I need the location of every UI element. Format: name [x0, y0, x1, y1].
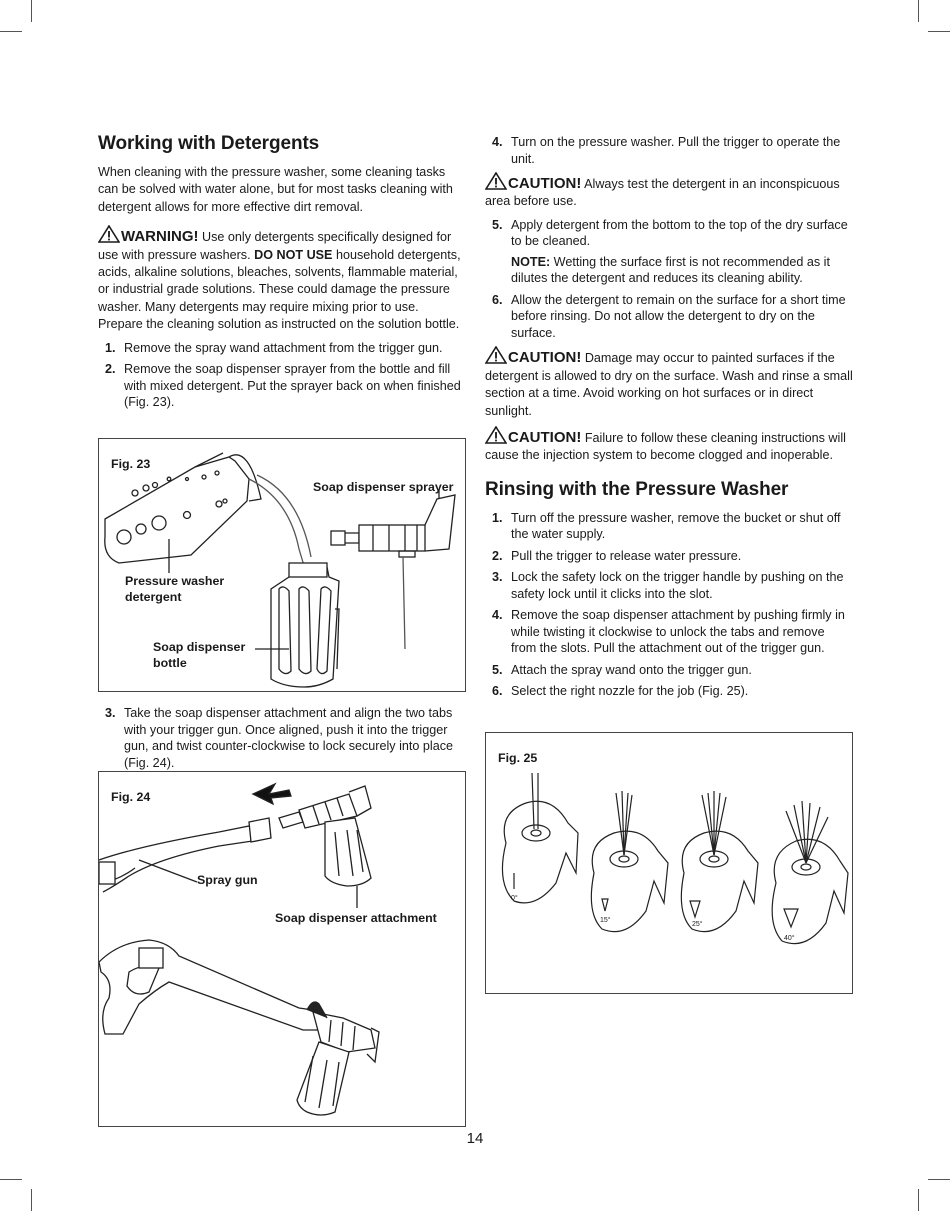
nozzle-40-icon — [772, 801, 848, 944]
fig25-illustration — [486, 733, 852, 993]
note-paragraph — [485, 254, 853, 287]
list-item — [485, 510, 853, 543]
list-item — [98, 705, 466, 771]
list-item — [485, 292, 853, 342]
step-text: Pull the trigger to release water pressure. — [511, 548, 742, 563]
warning-triangle-icon — [98, 225, 120, 243]
step-text: Allow the detergent to remain on the surface for a short time before rinsing. Do not allow the detergent to dry on the surface. — [511, 292, 846, 340]
crop-mark — [0, 1179, 22, 1180]
nozzle-15-label: 15° — [600, 917, 611, 924]
list-item — [485, 569, 853, 602]
step-text: Remove the spray wand attachment from the trigger gun. — [124, 340, 443, 355]
caution-text: Failure to follow these cleaning instructions will cause the injection system to become clogged and inoperable. — [485, 430, 846, 463]
page-number: 14 — [466, 1130, 484, 1147]
callout-attachment: Soap dispenser attachment — [275, 911, 437, 925]
caution-word: CAUTION! — [508, 175, 582, 192]
step-text: Remove the soap dispenser sprayer from the bottle and fill with mixed detergent. Put the sprayer back on when finished (Fig. 23). — [124, 362, 461, 410]
step-number: 1. — [105, 340, 116, 355]
note-text: Wetting the surface first is not recommended as it dilutes the detergent and reduces its cleaning ability. — [511, 254, 830, 286]
step-text: Take the soap dispenser attachment and align the two tabs with your trigger gun. Once aligned, push it into the trigger gun, and twist counter-clockwise to lock securely into place (Fig. 24). — [124, 706, 453, 770]
crop-mark — [928, 31, 950, 32]
step-text: Apply detergent from the bottom to the top of the dry surface to be cleaned. — [511, 217, 848, 249]
list-item — [98, 340, 466, 357]
callout-spray-gun: Spray gun — [197, 873, 258, 887]
figure-23 — [98, 438, 466, 692]
figure-25 — [485, 732, 853, 994]
step-text: Turn on the pressure washer. Pull the trigger to operate the unit. — [511, 135, 841, 166]
detergent-step-3 — [98, 705, 466, 771]
figure-24 — [98, 771, 466, 1127]
crop-mark — [0, 31, 22, 32]
caution-paragraph-3 — [485, 426, 853, 465]
intro-paragraph: When cleaning with the pressure washer, some cleaning tasks can be solved with water alone, but for most tasks cleaning with detergent allows for more effective dirt removal. — [98, 165, 453, 214]
step-text: Remove the soap dispenser attachment by pushing firmly in while twisting it clockwise to unlock the tabs and remove from the slots. Pull the attachment out of the trigger gun. — [511, 608, 845, 656]
left-column — [98, 133, 466, 416]
section-title-rinsing: Rinsing with the Pressure Washer — [485, 478, 789, 500]
detergent-steps-1-2 — [98, 340, 466, 411]
fig23-label: Fig. 23 — [111, 457, 151, 471]
warning-triangle-icon — [485, 346, 507, 364]
nozzle-25-label: 25° — [692, 921, 703, 928]
step-number: 4. — [492, 608, 503, 623]
step-number: 2. — [492, 548, 503, 563]
warning-triangle-icon — [485, 426, 507, 444]
nozzle-40-label: 40° — [784, 935, 795, 942]
caution-paragraph-2 — [485, 346, 853, 420]
step-text: Lock the safety lock on the trigger handle by pushing on the safety lock until it clicks into the slot. — [511, 570, 844, 601]
step-number: 3. — [105, 706, 116, 720]
list-item — [485, 217, 853, 250]
step-number: 6. — [492, 684, 503, 699]
warning-paragraph — [98, 225, 466, 333]
warning-triangle-icon — [485, 172, 507, 190]
nozzle-15-icon — [591, 791, 668, 932]
step-number: 3. — [492, 570, 503, 585]
caution-word: CAUTION! — [508, 349, 582, 367]
caution-word: CAUTION! — [508, 428, 582, 446]
list-item — [485, 134, 853, 167]
callout-bottle: Soap dispenser bottle — [153, 640, 246, 670]
warning-word: WARNING! — [121, 228, 199, 246]
fig24-label: Fig. 24 — [111, 790, 151, 804]
step-text: Turn off the pressure washer, remove the bucket or shut off the water supply. — [511, 510, 841, 542]
rinse-steps — [485, 510, 853, 700]
step-text: Select the right nozzle for the job (Fig. 25). — [511, 684, 749, 699]
detergent-step-6 — [485, 292, 853, 342]
nozzle-0-label: 0° — [511, 895, 518, 902]
crop-mark — [918, 1189, 919, 1211]
list-item — [98, 361, 466, 411]
crop-mark — [928, 1179, 950, 1180]
warning-do-not-use: DO NOT USE — [254, 247, 333, 262]
nozzle-0-icon — [502, 773, 578, 903]
list-item — [485, 683, 853, 700]
step-text: Attach the spray wand onto the trigger gun. — [511, 662, 752, 677]
step-number: 4. — [492, 135, 503, 149]
list-item — [485, 662, 853, 679]
caution-paragraph-1 — [485, 172, 853, 211]
caution-text: Damage may occur to painted surfaces if the detergent is allowed to dry on the surface. Wash and rinse a small section at a time. Avoid working on hot surfaces or in direct sunlight. — [485, 351, 853, 418]
warning-text-cont: household detergents, acids, alkaline solutions, bleaches, solvents, flammable material, or industrial grade solutions. These could damage the pressure washer. Many detergents may require mixing prior to use. Prepare the cleaning solution as instructed on the solution bottle. — [98, 247, 461, 332]
step-number: 5. — [492, 662, 503, 677]
detergent-step-4 — [485, 134, 853, 167]
list-item — [485, 548, 853, 565]
fig25-label: Fig. 25 — [498, 751, 538, 765]
nozzle-25-icon — [681, 791, 758, 932]
callout-detergent: Pressure washer detergent — [125, 574, 225, 604]
crop-mark — [31, 0, 32, 22]
step-number: 6. — [492, 292, 503, 307]
step-number: 2. — [105, 362, 116, 377]
crop-mark — [31, 1189, 32, 1211]
right-column — [485, 134, 853, 705]
list-item — [485, 607, 853, 657]
fig24-illustration — [99, 772, 465, 1126]
section-title-detergents: Working with Detergents — [98, 133, 320, 154]
step-number: 1. — [492, 510, 503, 525]
crop-mark — [918, 0, 919, 22]
note-label: NOTE: — [511, 254, 551, 269]
caution-text: Always test the detergent in an inconspicuous area before use. — [485, 177, 840, 209]
step-number: 5. — [492, 217, 503, 232]
step-3-block — [98, 705, 466, 776]
callout-sprayer: Soap dispenser sprayer — [313, 480, 454, 494]
warning-text: Use only detergents specifically designed for use with pressure washers. — [98, 230, 452, 262]
detergent-step-5 — [485, 217, 853, 250]
